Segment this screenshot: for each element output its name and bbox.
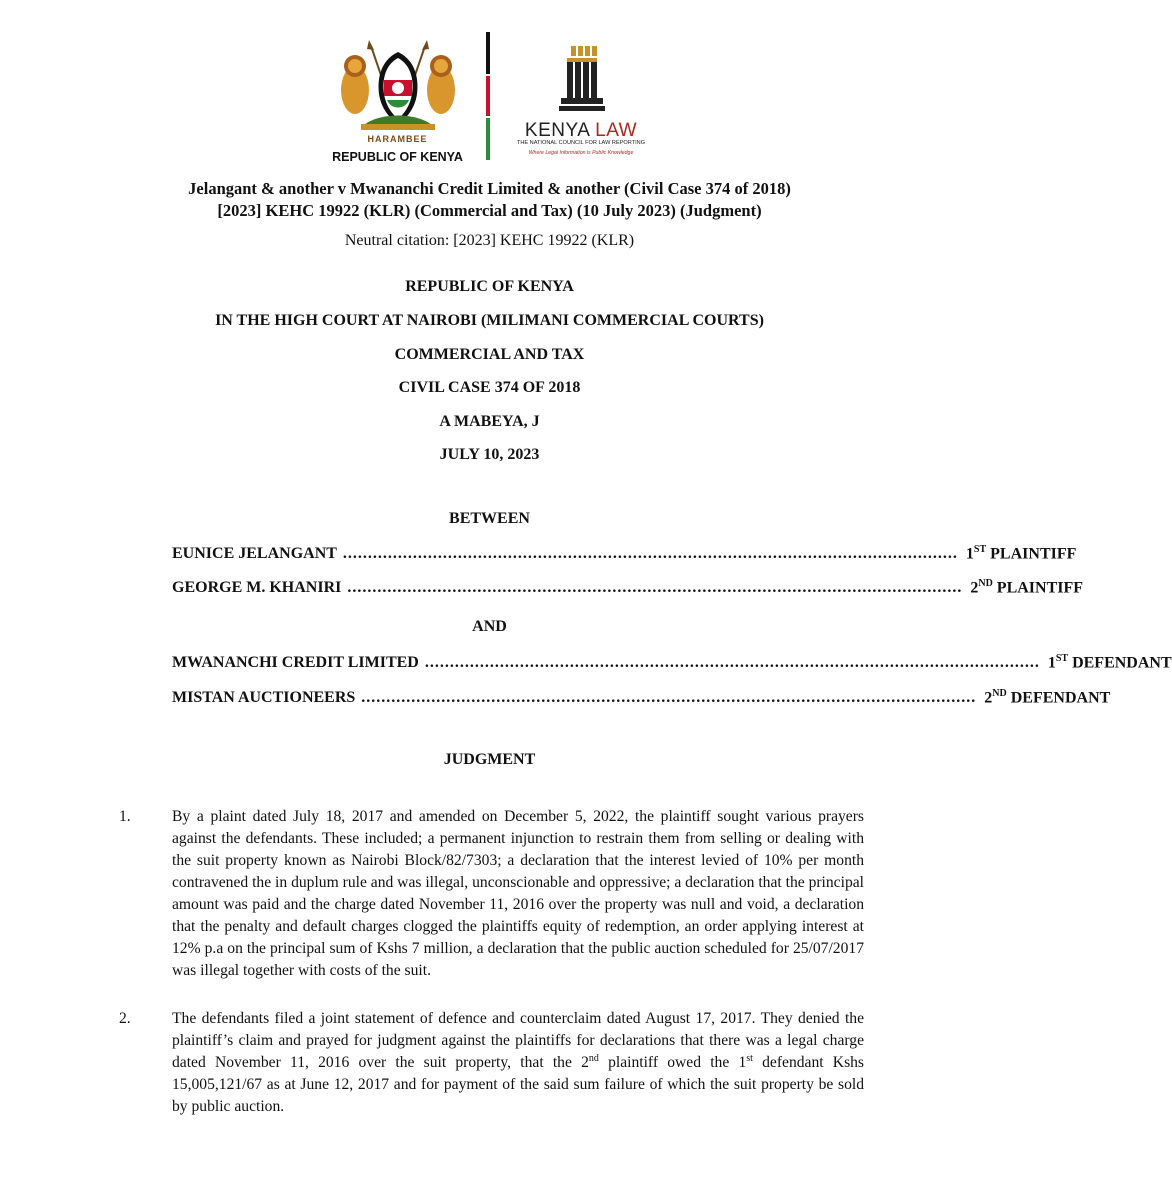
kenya-law-subtitle: THE NATIONAL COUNCIL FOR LAW REPORTING xyxy=(516,140,646,146)
party-role-ordinal-suffix: ST xyxy=(1055,653,1069,664)
case-number: CIVIL CASE 374 OF 2018 xyxy=(398,379,581,396)
party-name: GEORGE M. KHANIRI xyxy=(172,579,342,597)
court-division: COMMERCIAL AND TAX xyxy=(394,346,585,363)
and-heading: AND xyxy=(472,618,507,635)
between-heading: BETWEEN xyxy=(449,510,530,527)
court-name: IN THE HIGH COURT AT NAIROBI (MILIMANI COMMERCIAL COURTS) xyxy=(215,312,764,329)
judgment-date: JULY 10, 2023 xyxy=(439,446,540,463)
party-name: MISTAN AUCTIONEERS xyxy=(172,689,356,707)
party-role-label: PLAINTIFF xyxy=(986,545,1077,563)
kenya-law-wordmark xyxy=(515,120,647,142)
kenya-coat-of-arms xyxy=(330,38,465,168)
party-role-label: DEFENDANT xyxy=(1006,689,1111,707)
party-leader-dots: ........................................................................................................................... xyxy=(424,654,1040,672)
party-role-ordinal: 1 xyxy=(1047,654,1056,672)
party-row xyxy=(172,653,1172,672)
kenya-law-pillars-icon xyxy=(515,42,647,118)
ordinal-suffix: st xyxy=(746,1052,753,1064)
party-role xyxy=(1048,653,1172,672)
case-title xyxy=(0,178,979,222)
party-role xyxy=(966,544,1076,563)
kenya-law-logo xyxy=(515,42,655,172)
neutral-citation: Neutral citation: [2023] KEHC 19922 (KLR) xyxy=(344,232,635,249)
party-role-label: DEFENDANT xyxy=(1068,654,1172,672)
paragraph-text-part: plaintiff owed the 1 xyxy=(598,1054,747,1071)
party-name: EUNICE JELANGANT xyxy=(172,545,337,563)
party-role xyxy=(984,688,1110,707)
kenya-law-tagline: Where Legal Information is Public Knowledge xyxy=(528,150,634,156)
party-name: MWANANCHI CREDIT LIMITED xyxy=(172,654,419,672)
ordinal-suffix: nd xyxy=(588,1052,599,1064)
party-leader-dots: ........................................................................................................................... xyxy=(342,545,958,563)
kenya-law-word-kenya: KENYA xyxy=(524,120,596,141)
party-role-label: PLAINTIFF xyxy=(992,579,1084,597)
paragraph-text-part: defendant Kshs 15,005,121/67 as at June 12, 2017 and for payment of the said sum failure of which the suit property be sold by public auction. xyxy=(172,1054,865,1115)
party-row xyxy=(172,544,1077,563)
kenya-law-word-law: LAW xyxy=(595,120,638,141)
paragraph-text xyxy=(172,1008,864,1118)
judge-name: A MABEYA, J xyxy=(439,413,540,430)
paragraph-text: By a plaint dated July 18, 2017 and amended on December 5, 2022, the plaintiff sought various prayers against the defendants. These included; a permanent injunction to restrain them from selling or dealing with the suit property known as Nairobi Block/82/7303; a declaration that the interest levied of 10% per month contravened the in duplum rule and was illegal, unconscionable and oppressive; a declaration that the principal amount was paid and the charge dated November 11, 2016 over the property was null and void, a declaration that the penalty and default charges clogged the plaintiffs equity of redemption, an order applying interest at 12% p.a on the principal sum of Kshs 7 million, a declaration that the public auction scheduled for 25/07/2017 was illegal together with costs of the suit. xyxy=(172,808,864,979)
party-role-ordinal-suffix: ST xyxy=(973,544,987,555)
paragraph-text-part: The defendants filed a joint statement of defence and counterclaim dated August 17, 2017. They denied the plaintiff’s claim and prayed for judgment against the plaintiffs for declarations that there was a legal charge dated November 11, 2016 over the suit property, that the 2 xyxy=(172,1010,864,1071)
party-role-ordinal: 2 xyxy=(970,579,979,597)
party-role-ordinal: 1 xyxy=(965,545,974,563)
party-role-ordinal: 2 xyxy=(984,689,993,707)
coat-motto: HARAMBEE xyxy=(367,134,428,144)
party-row xyxy=(172,578,1084,597)
party-leader-dots: ........................................................................................................................... xyxy=(361,689,977,707)
document-header xyxy=(0,30,979,165)
judgment-heading: JUDGMENT xyxy=(443,751,536,768)
coat-of-arms-emblem-icon xyxy=(333,38,463,138)
paragraph-number: 1. xyxy=(119,808,131,825)
paragraph-number: 2. xyxy=(119,1010,131,1027)
case-title-line-2: [2023] KEHC 19922 (KLR) (Commercial and Tax) (10 July 2023) (Judgment) xyxy=(217,201,762,220)
party-row xyxy=(172,688,1111,707)
flag-divider xyxy=(486,32,490,160)
party-role xyxy=(970,578,1083,597)
party-role-ordinal-suffix: ND xyxy=(992,688,1007,699)
coat-caption: REPUBLIC OF KENYA xyxy=(332,150,463,164)
case-title-line-1: Jelangant & another v Mwananchi Credit Limited & another (Civil Case 374 of 2018) xyxy=(188,179,791,198)
party-leader-dots: ........................................................................................................................... xyxy=(347,579,963,597)
party-role-ordinal-suffix: ND xyxy=(978,578,993,589)
court-republic: REPUBLIC OF KENYA xyxy=(405,278,574,295)
